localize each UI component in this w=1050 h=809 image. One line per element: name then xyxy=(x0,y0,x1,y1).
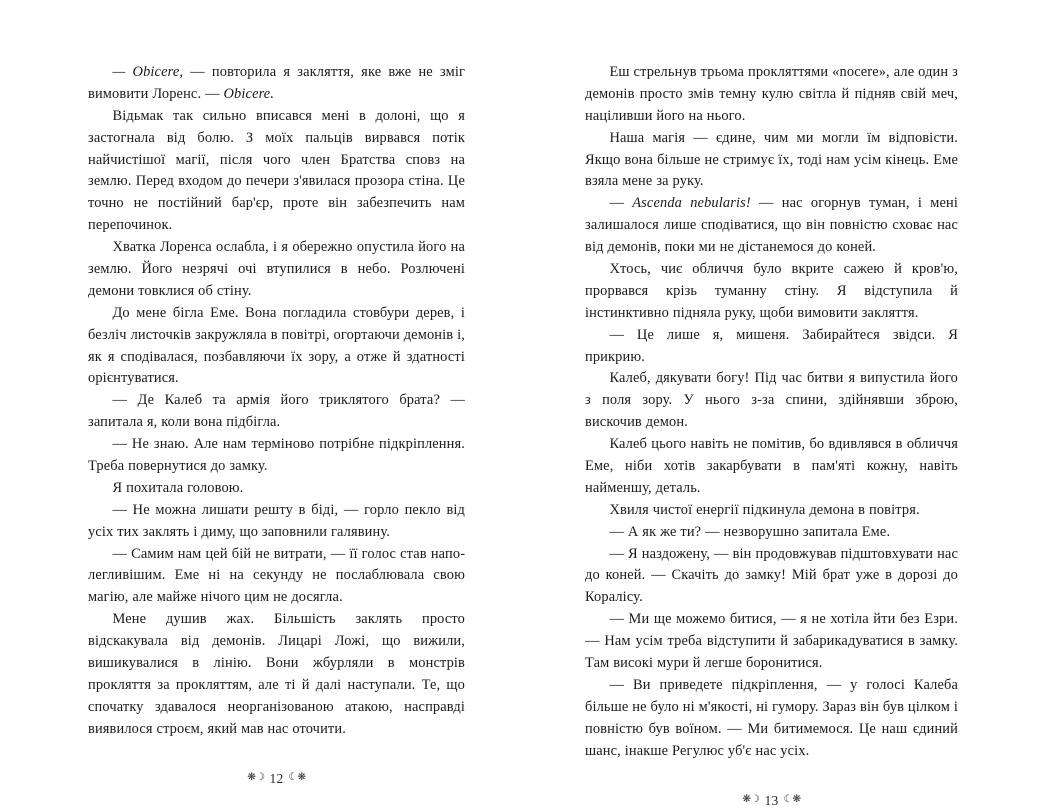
paragraph: Калеб, дякувати богу! Під час битви я випустила його з поля зору. У нього з-за спини, здійнявши зброю, вискочив демон. xyxy=(585,370,958,431)
folio-inner xyxy=(742,793,800,809)
folio-inner xyxy=(247,771,305,787)
paragraph: Відьмак так сильно вписався мені в долоні, що я застогнала від болю. З моїх пальців вирвався потік найчистішої магії, після чого член Братства сповз на землю. Перед входом до печери з'явилася прозора стіна. Це точно не постійний бар'єр, проте він забезпечить нам перепочинок. xyxy=(88,107,465,234)
page-number: 12 xyxy=(269,770,284,786)
paragraph: — Obicere, — повторила я закляття, яке вже не зміг вимовити Лоренс. — Obicere. xyxy=(88,64,466,102)
paragraph: До мене бігла Еме. Вона погладила стовбури дерев, і безліч листочків закружляла в повітрі, огортаючи демонів і, як я сподівалася, позбавляючи їх зору, а отже й здатності орієнтуватися. xyxy=(88,304,465,387)
paragraph: Еш стрельнув трьома прокляттями «nocere», але один з демонів просто змів темну кулю світла й підняв свій меч, націливши його на нього. xyxy=(585,64,958,124)
right-page-text-column xyxy=(585,62,958,763)
folio-right xyxy=(585,763,958,809)
ornament-icon: ☾❋ xyxy=(783,794,801,806)
paragraph: Я похитала головою. xyxy=(112,479,244,496)
paragraph: Хватка Лоренса ослабла, і я обережно опустила його на землю. Його незрячі очі втупилися в небо. Розлючені демони товклися об стіну. xyxy=(88,239,465,299)
paragraph: Мене душив жах. Більшість заклять просто відскакувала від демонів. Лицарі Ложі, що вижили, вишикувалися в лінію. Вони жбурляли в монстрів прокляття за прокляттям, але ті й далі наступали. Те, що спочатку здавалося неорганізованою атакою, насправді виявилося строєм, який мав нас оточити. xyxy=(88,611,465,737)
paragraph: — Ми ще можемо битися, — я не хотіла йти без Езри. — Нам усім треба відступити й забарикадуватися в замку. Там високі мури й легше боронитися. xyxy=(585,611,958,672)
paragraph: Хтось, чиє обличчя було вкрите сажею й кров'ю, прорвався крізь туманну стіну. Я відступила й інстинктивно підняла руку, щоби вимовити закляття. xyxy=(585,261,958,321)
paragraph: Хвиля чистої енергії підкинула демона в повітря. xyxy=(609,501,920,518)
paragraph: — Самим нам цей бій не витрати, — її голос став наполегливішим. Еме ні на секунду не послаблювала свою магію, але майже нічого цим не досягла. xyxy=(88,545,465,606)
paragraph: — Ви приведете підкріплення, — у голосі Калеба більше не було ні м'якості, ні гумору. Зараз він був цілком і повністю був воїном. — Ми битимемося. Це наш єдиний шанс, інакше Регулюс уб'є нас усіх. xyxy=(585,676,958,759)
paragraph: Калеб цього навіть не помітив, бо вдивлявся в обличчя Еме, ніби хотів закарбувати в пам'яті кожну, навіть найменшу, деталь. xyxy=(585,436,958,496)
paragraph: — Я наздожену, — він продовжував підштовхувати нас до коней. — Скачіть до замку! Мій брат уже в дорозі до Коралісу. xyxy=(585,545,958,606)
paragraph: — Де Калеб та армія його триклятого брата? — запитала я, коли вона підбігла. xyxy=(88,392,465,431)
paragraph: — А як же ти? — незворушно запитала Еме. xyxy=(609,523,891,540)
page-number: 13 xyxy=(764,792,779,808)
latin-incantation: Ascenda nebularis! xyxy=(632,195,751,212)
paragraph: — Не знаю. Але нам терміново потрібне підкріплення. Треба повернутися до замку. xyxy=(88,436,465,475)
ornament-icon: ☾❋ xyxy=(288,772,306,784)
ornament-icon: ❋☽ xyxy=(742,794,760,806)
paragraph: — Ascenda nebularis! — нас огорнув туман, і мені залишалося лише сподіватися, що він повністю сховає нас від демонів, поки ми не дістанемося до коней. xyxy=(585,195,959,256)
paragraph: — Не можна лишати решту в біді, — горло пекло від усіх тих заклять і диму, що заповнили галявину. xyxy=(88,501,465,540)
ornament-icon: ❋☽ xyxy=(247,772,265,784)
latin-incantation: — Obicere, xyxy=(112,64,184,80)
folio-left xyxy=(88,741,465,787)
paragraph: — Це лише я, мишеня. Забирайтеся звідси. Я прикрию. xyxy=(585,326,958,365)
page-left xyxy=(0,0,525,786)
paragraph: Наша магія — єдине, чим ми могли їм відповісти. Якщо вона більше не стримує їх, тоді нам усім кінець. Еме взяла мене за руку. xyxy=(585,129,958,190)
page-right xyxy=(525,0,1050,808)
left-page-text-column xyxy=(88,62,465,741)
latin-incantation: Obicere. xyxy=(223,85,275,102)
